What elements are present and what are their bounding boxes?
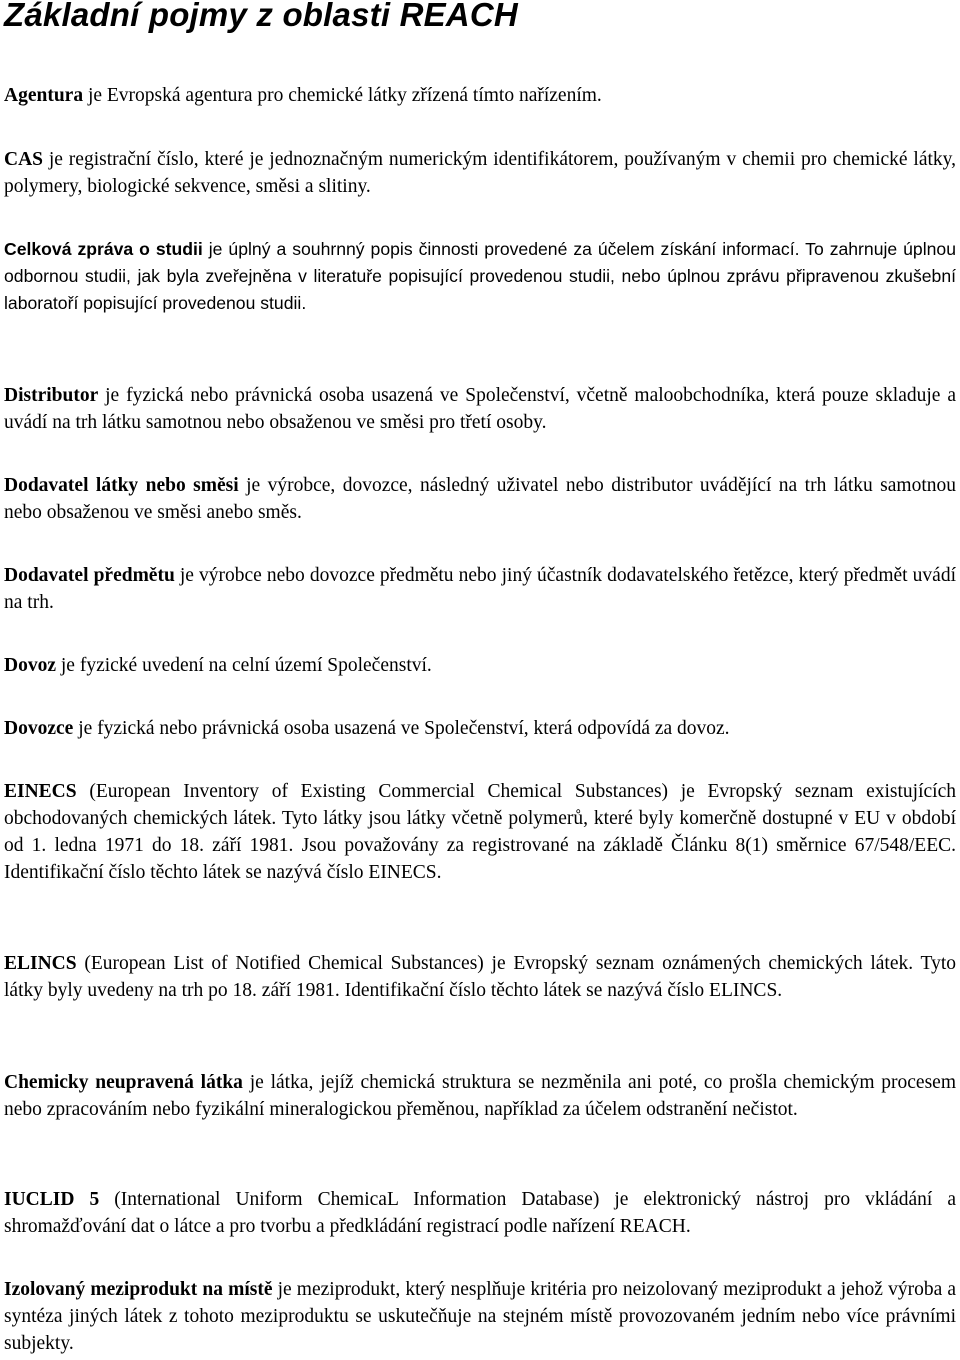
term: Dovozce — [4, 718, 74, 739]
term: IUCLID 5 — [4, 1189, 100, 1210]
term: Distributor — [4, 385, 99, 406]
definition-text: je výrobce, dovozce, následný uživatel nebo distributor uvádějící na trh látku samotnou nebo obsaženou ve směsi anebo směs. — [4, 475, 957, 523]
definition-text: (European List of Notified Chemical Substances) je Evropský seznam oznámených chemických látek. Tyto látky byly uvedeny na trh po 18. září 1981. Identifikační číslo těchto látek se nazývá číslo ELINCS. — [4, 953, 956, 1001]
definition-iuclid — [4, 1186, 956, 1240]
definition-text: je meziprodukt, který nesplňuje kritéria pro neizolovaný meziprodukt a jehož výroba a syntéza jiných látek z tohoto meziproduktu se uskutečňuje na stejném místě provozovaném jedním nebo více právními subjekty. — [4, 1279, 956, 1354]
definition-elincs — [4, 950, 956, 1004]
definition-distributor — [4, 382, 956, 436]
definition-text: je fyzická nebo právnická osoba usazená ve Společenství, která odpovídá za dovoz. — [73, 718, 730, 739]
definition-text: je výrobce nebo dovozce předmětu nebo jiný účastník dodavatelského řetězce, který předmět uvádí na trh. — [4, 565, 956, 613]
term: Celková zpráva o studii — [4, 239, 203, 259]
term: Dodavatel látky nebo směsi — [4, 475, 239, 496]
term: Dovoz — [4, 655, 56, 676]
term: Chemicky neupravená látka — [4, 1072, 243, 1093]
definition-text: je úplný a souhrnný popis činnosti provedené za účelem získání informací. To zahrnuje úplnou odbornou studii, jak byla zveřejněna v literatuře popisující provedenou studii, nebo úplnou zprávu připravenou zkušební laboratoří popisující provedenou studii. — [4, 239, 956, 313]
definition-dodavatel-latky — [4, 472, 956, 526]
definition-einecs — [4, 778, 956, 886]
definition-text: je fyzické uvedení na celní území Společenství. — [56, 655, 432, 676]
definition-izolovany-meziprodukt — [4, 1276, 956, 1357]
definition-text: (European Inventory of Existing Commercial Chemical Substances) je Evropský seznam existujících obchodovaných chemických látek. Tyto látky jsou látky včetně polymerů, které byly komerčně dostupné v EU v období od 1. ledna 1971 do 18. září 1981. Jsou považovány za registrované na základě Článku 8(1) směrnice 67/548/EEC. Identifikační číslo těchto látek se nazývá číslo EINECS. — [4, 781, 956, 883]
definition-dovoz — [4, 652, 956, 679]
term: EINECS — [4, 781, 77, 802]
definition-cas — [4, 146, 956, 200]
definition-text: je látka, jejíž chemická struktura se nezměnila ani poté, co prošla chemickým procesem nebo zpracováním nebo fyzikální mineralogickou přeměnou, například za účelem odstranění nečistot. — [4, 1072, 956, 1120]
definition-text: je registrační číslo, které je jednoznačným numerickým identifikátorem, používaným v chemii pro chemické látky, polymery, biologické sekvence, směsi a slitiny. — [4, 149, 956, 197]
term: CAS — [4, 149, 44, 170]
term: Izolovaný meziprodukt na místě — [4, 1279, 273, 1300]
term: ELINCS — [4, 953, 77, 974]
definition-text: je fyzická nebo právnická osoba usazená ve Společenství, včetně maloobchodníka, která pouze skladuje a uvádí na trh látku samotnou nebo obsaženou ve směsi pro třetí osoby. — [4, 385, 956, 433]
term: Dodavatel předmětu — [4, 565, 175, 586]
definition-text: je Evropská agentura pro chemické látky zřízená tímto nařízením. — [83, 85, 602, 106]
definition-dovozce — [4, 715, 956, 742]
definition-chemicky-neupravena-latka — [4, 1069, 956, 1123]
definition-agentura — [4, 82, 956, 109]
definition-dodavatel-predmetu — [4, 562, 956, 616]
definition-celkova-zprava — [4, 236, 956, 317]
definition-text: (International Uniform ChemicaL Information Database) je elektronický nástroj pro vkládání a shromažďování dat o látce a pro tvorbu a předkládání registrací podle nařízení REACH. — [4, 1189, 956, 1237]
term: Agentura — [4, 85, 84, 106]
page-title: Základní pojmy z oblasti REACH — [4, 0, 518, 33]
